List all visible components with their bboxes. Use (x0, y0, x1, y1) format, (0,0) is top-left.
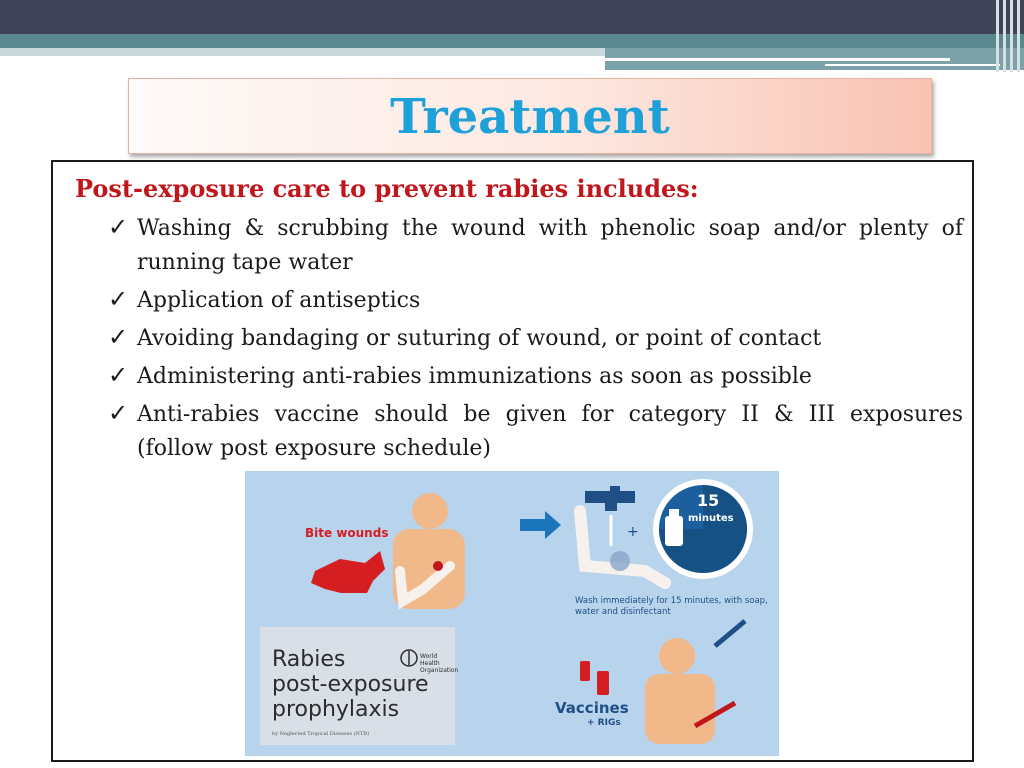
arrow-icon (520, 511, 561, 539)
panel-title-line: prophylaxis (272, 697, 400, 722)
top-divider-line (825, 64, 1000, 66)
slide-title: Treatment (390, 89, 670, 145)
person-head (412, 493, 448, 529)
plus-icon: + (627, 524, 639, 540)
wash-instruction: Wash immediately for 15 minutes, with soap, water and disinfectant (575, 596, 768, 617)
checkmark-icon: ✓ (108, 399, 129, 427)
list-item (108, 212, 963, 280)
timer-number: 15 (697, 491, 720, 510)
list-item (108, 360, 963, 394)
syringe-icon (715, 621, 745, 646)
checkmark-icon: ✓ (108, 285, 129, 313)
bullet-text: Application of antiseptics (137, 288, 421, 313)
rabies-infographic (245, 471, 779, 756)
checkmark-icon: ✓ (108, 361, 129, 389)
rigs-label: + RIGs (587, 718, 621, 728)
org-name: World Health Organization (420, 653, 459, 674)
bullet-text: Administering anti-rabies immunizations as soon as possible (137, 364, 812, 389)
top-decor-bar (0, 0, 1024, 34)
title-banner (128, 78, 932, 154)
vial-icon (580, 661, 590, 681)
vial-icon-2 (597, 671, 609, 695)
bullet-text: Washing & scrubbing the wound with phenolic soap and/or plenty of running tape water (137, 216, 963, 275)
panel-title-line: Rabies (272, 647, 346, 672)
top-vertical-strips (992, 0, 1024, 72)
panel-subtitle: by Neglected Tropical Diseases (NTD) (272, 731, 370, 737)
list-item (108, 322, 963, 356)
washed-arm (580, 511, 665, 583)
list-item (108, 398, 963, 466)
checkmark-icon: ✓ (108, 323, 129, 351)
vaccine-person-head (659, 638, 695, 674)
bite-wounds-label: Bite wounds (305, 526, 389, 540)
faucet-icon (585, 486, 635, 511)
bullet-list (108, 212, 963, 470)
soap-bottle-cap (669, 509, 679, 517)
soap-bottle-icon (665, 516, 683, 546)
top-accent-bar (0, 34, 1024, 48)
section-heading: Post-exposure care to prevent rabies includes: (75, 174, 699, 203)
top-divider-line (605, 58, 950, 61)
panel-title-line: post-exposure (272, 672, 429, 697)
wound-mark (433, 561, 443, 571)
dog-head-icon (311, 551, 385, 593)
soap-bubbles (610, 551, 630, 571)
vaccines-label: Vaccines (555, 699, 629, 717)
who-logo-icon (400, 649, 418, 667)
list-item (108, 284, 963, 318)
bullet-text: Avoiding bandaging or suturing of wound, or point of contact (137, 326, 822, 351)
top-accent-strip (0, 48, 605, 56)
who-panel (260, 627, 459, 745)
checkmark-icon: ✓ (108, 213, 129, 241)
timer-unit: minutes (688, 513, 734, 524)
bullet-text: Anti-rabies vaccine should be given for category II & III exposures (follow post exposure schedule) (137, 402, 963, 461)
vaccine-person-torso (645, 674, 715, 744)
